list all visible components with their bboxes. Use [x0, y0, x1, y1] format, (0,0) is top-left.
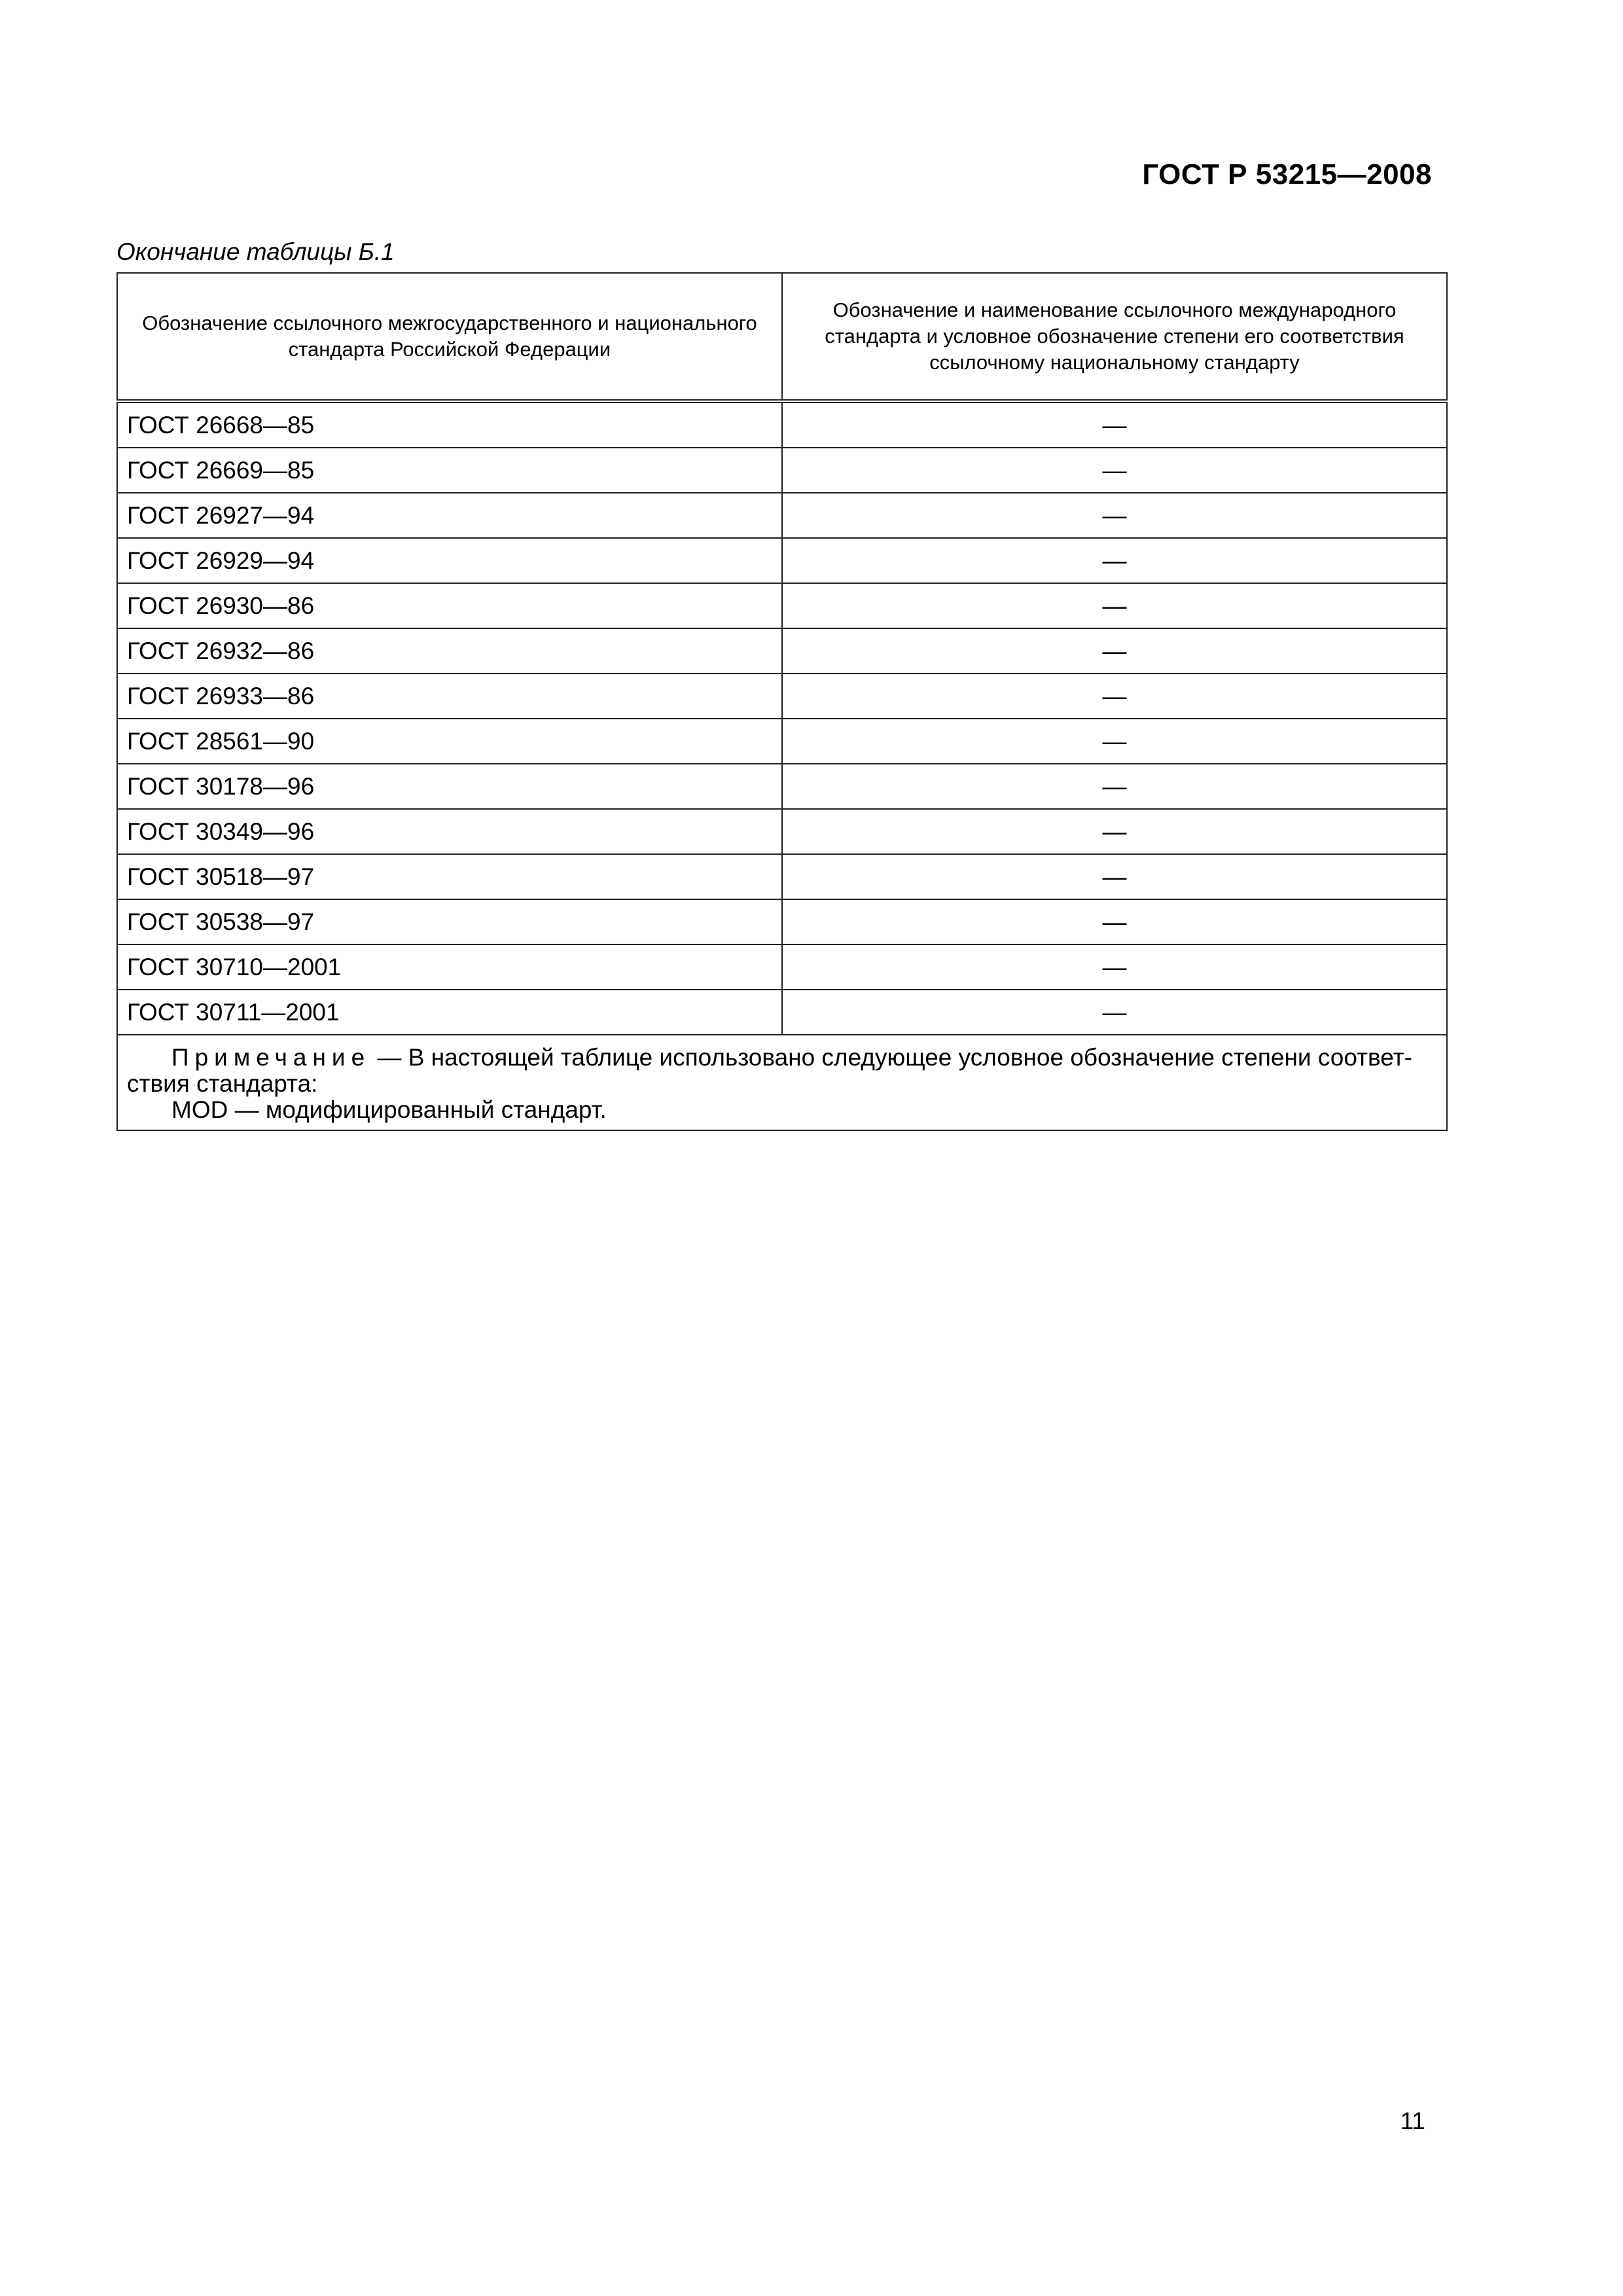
note-line-2: ствия стандарта: — [127, 1070, 318, 1097]
note-text: — В настоящей таблице использовано следующее условное обозначение степени соответ- — [370, 1044, 1412, 1071]
table-row — [117, 809, 1447, 854]
international-standard-cell: — — [782, 719, 1447, 764]
table-row — [117, 401, 1447, 448]
international-standard-cell: — — [782, 628, 1447, 673]
table-row — [117, 899, 1447, 944]
national-standard-cell: ГОСТ 30178—96 — [117, 764, 782, 809]
table-header-row — [117, 273, 1447, 401]
note-line-1 — [127, 1045, 1437, 1071]
international-standard-cell: — — [782, 854, 1447, 899]
table-caption: Окончание таблицы Б.1 — [116, 238, 395, 265]
national-standard-cell: ГОСТ 30711—2001 — [117, 990, 782, 1035]
national-standard-cell: ГОСТ 30349—96 — [117, 809, 782, 854]
table-note — [117, 1035, 1447, 1130]
note-label: Примечание — [171, 1044, 371, 1071]
national-standard-cell: ГОСТ 30538—97 — [117, 899, 782, 944]
international-standard-cell: — — [782, 944, 1447, 990]
national-standard-cell: ГОСТ 26930—86 — [117, 583, 782, 628]
national-standard-cell: ГОСТ 26932—86 — [117, 628, 782, 673]
note-line-3: MOD — модифицированный стандарт. — [171, 1096, 607, 1123]
reference-standards-table — [116, 272, 1448, 1131]
national-standard-cell: ГОСТ 28561—90 — [117, 719, 782, 764]
international-standard-cell: — — [782, 990, 1447, 1035]
national-standard-cell: ГОСТ 26668—85 — [117, 401, 782, 448]
international-standard-cell: — — [782, 493, 1447, 538]
national-standard-cell: ГОСТ 26669—85 — [117, 448, 782, 493]
international-standard-cell: — — [782, 899, 1447, 944]
national-standard-cell: ГОСТ 26927—94 — [117, 493, 782, 538]
table-row — [117, 944, 1447, 990]
table-row — [117, 493, 1447, 538]
table-row — [117, 990, 1447, 1035]
table-row — [117, 854, 1447, 899]
page-number: 11 — [1400, 2108, 1425, 2134]
table-row — [117, 719, 1447, 764]
table-row — [117, 673, 1447, 719]
international-standard-cell: — — [782, 809, 1447, 854]
standard-code-header: ГОСТ Р 53215—2008 — [1142, 158, 1432, 190]
column-header-national: Обозначение ссылочного межгосударственного и национального стандарта Российской Федерации — [117, 273, 782, 401]
national-standard-cell: ГОСТ 30710—2001 — [117, 944, 782, 990]
national-standard-cell: ГОСТ 30518—97 — [117, 854, 782, 899]
international-standard-cell: — — [782, 764, 1447, 809]
table-row — [117, 764, 1447, 809]
table-row — [117, 583, 1447, 628]
table-row — [117, 538, 1447, 583]
international-standard-cell: — — [782, 538, 1447, 583]
national-standard-cell: ГОСТ 26933—86 — [117, 673, 782, 719]
national-standard-cell: ГОСТ 26929—94 — [117, 538, 782, 583]
international-standard-cell: — — [782, 673, 1447, 719]
international-standard-cell: — — [782, 448, 1447, 493]
table-row — [117, 448, 1447, 493]
column-header-international: Обозначение и наименование ссылочного международного стандарта и условное обозначение степени его соответствия ссылочному национальному стандарту — [782, 273, 1447, 401]
international-standard-cell: — — [782, 583, 1447, 628]
table-row — [117, 628, 1447, 673]
table-note-row — [117, 1035, 1447, 1130]
international-standard-cell: — — [782, 401, 1447, 448]
